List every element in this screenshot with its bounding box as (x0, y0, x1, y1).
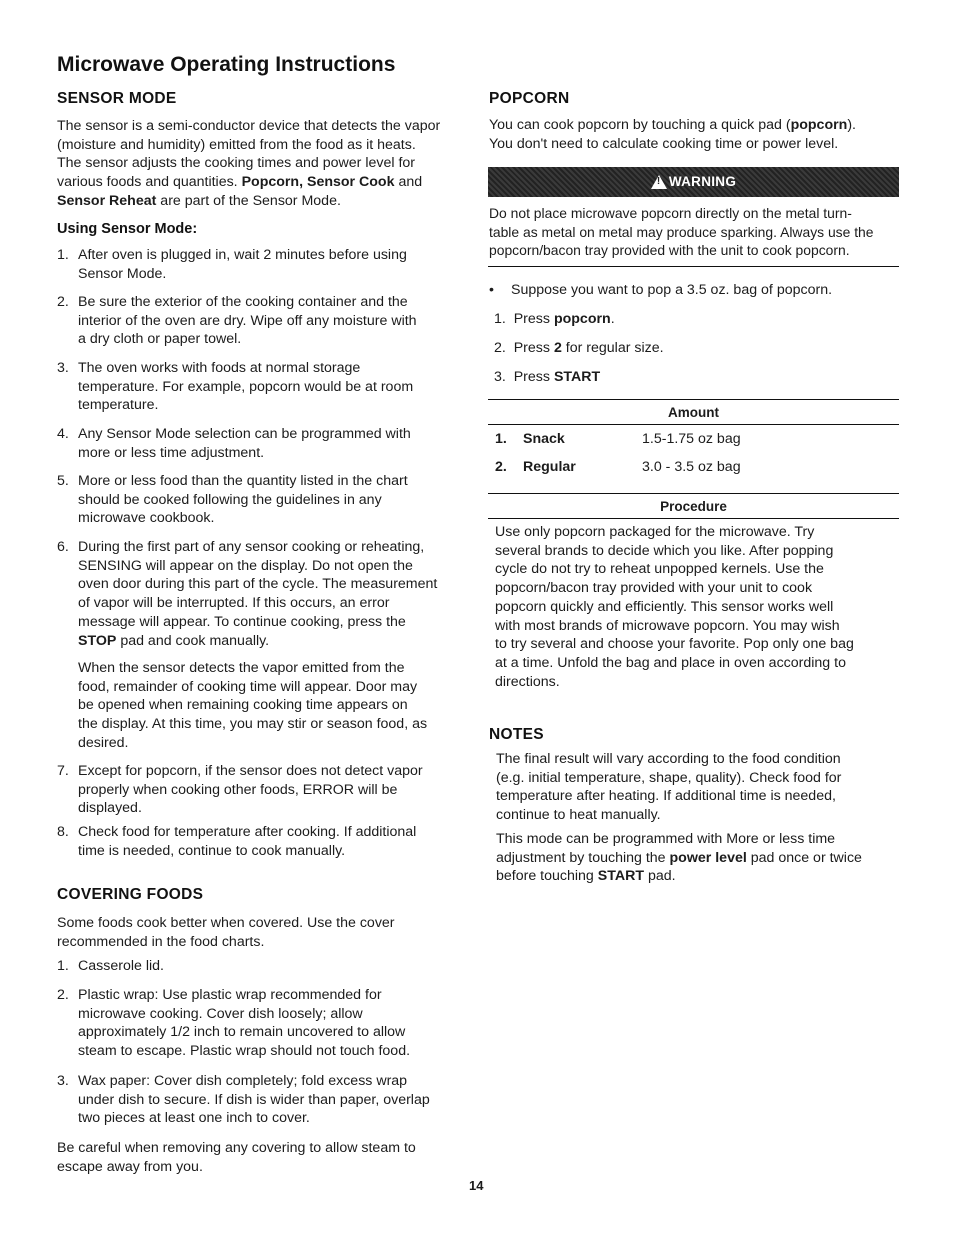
bullet-marker: • (489, 282, 494, 298)
list-number: 8. (57, 824, 69, 840)
text-line: Do not place microwave popcorn directly on the metal turn- (489, 205, 852, 221)
covering-intro (57, 914, 395, 951)
warning-banner (488, 167, 899, 197)
text-line: desired. (78, 734, 129, 751)
text-line: The oven works with foods at normal storage (78, 360, 361, 376)
list-number: 1. (57, 958, 69, 974)
key-2: 2 (553, 340, 562, 356)
text-line: table as metal on metal may produce sparking. Always use the (489, 223, 874, 240)
text-line: be opened when remaining cooking time appears on (78, 697, 408, 714)
procedure-header-rule (488, 518, 899, 519)
text-line: should be cooked following the guidelines in any (78, 491, 382, 508)
warning-divider (488, 266, 899, 267)
popcorn-term: popcorn (790, 117, 848, 133)
text-line: Be sure the exterior of the cooking container and the (78, 294, 408, 310)
amount-header: Amount (668, 405, 719, 420)
procedure-top-rule (488, 493, 899, 494)
text-line: You don't need to calculate cooking time or power level. (489, 135, 839, 152)
list-number: 3. (57, 1073, 69, 1089)
text-line: STOP pad and cook manually. (78, 632, 270, 649)
list-number: 1. (57, 247, 69, 263)
text-line: During the first part of any sensor cooking or reheating, (78, 539, 425, 555)
text-line: approximately 1/2 inch to remain uncovered to allow (78, 1024, 406, 1041)
popcorn-step-2: 2. Press 2 for regular size. (494, 340, 664, 356)
amount-row-label: Snack (523, 431, 565, 447)
sensor-mode-heading: SENSOR MODE (57, 90, 177, 107)
text-line: two pieces at least one inch to cover. (78, 1110, 310, 1127)
text-line: Any Sensor Mode selection can be programmed with (78, 426, 411, 442)
text-line: more or less time adjustment. (78, 444, 265, 461)
amount-row-value: 3.0 - 3.5 oz bag (642, 459, 741, 475)
text-line: food, remainder of cooking time will appear. Door may (78, 678, 418, 695)
start-term: START (553, 369, 601, 385)
popcorn-heading: POPCORN (489, 90, 570, 107)
text-line: Plastic wrap: Use plastic wrap recommended for (78, 987, 382, 1003)
text-line: cycle do not try to reheat unpopped kernels. Use the (495, 561, 824, 578)
using-sensor-heading: Using Sensor Mode: (57, 221, 198, 237)
text-line: before touching START pad. (496, 868, 676, 885)
procedure-header: Procedure (660, 499, 727, 514)
amount-header-rule (488, 424, 899, 425)
text-line: Use only popcorn packaged for the microwave. Try (495, 524, 815, 540)
amount-row-value: 1.5-1.75 oz bag (642, 431, 741, 447)
list-number: 2. (57, 987, 69, 1003)
text-line: Wax paper: Cover dish completely; fold excess wrap (78, 1073, 408, 1089)
popcorn-bullet: Suppose you want to pop a 3.5 oz. bag of popcorn. (511, 282, 833, 298)
list-item (78, 823, 416, 860)
text-line: under dish to secure. If dish is wider than paper, overlap (78, 1091, 430, 1108)
text-line: Sensor Reheat are part of the Sensor Mode. (57, 192, 341, 209)
text-line: properly when cooking other foods, ERROR will be (78, 781, 398, 798)
text-line: at a time. Unfold the bag and place in oven according to (495, 654, 846, 671)
list-number: 7. (57, 763, 69, 779)
amount-top-rule (488, 399, 899, 400)
text-line: popcorn quickly and efficiently. This sensor works well (495, 598, 834, 615)
text-line: temperature after heating. If additional time is needed, (496, 788, 836, 805)
text-line: After oven is plugged in, wait 2 minutes before using (78, 247, 407, 263)
warning-text (489, 204, 874, 260)
notes-para-2 (496, 830, 862, 886)
text-line: (moisture and humidity) emitted from the food as it heats. (57, 136, 416, 153)
popcorn-term: popcorn (553, 311, 611, 327)
list-item (78, 293, 417, 349)
sensor-intro (57, 117, 440, 211)
popcorn-step-1: 1. Press popcorn. (494, 311, 615, 327)
list-item (78, 472, 408, 528)
list-number: 5. (57, 473, 69, 489)
text-line: to try several and choose your favorite. Pop only one bag (495, 636, 854, 653)
text-line: You can cook popcorn by touching a quick pad (popcorn). (489, 117, 856, 133)
list-number: 6. (57, 539, 69, 555)
text-line: microwave cooking. Cover dish loosely; allow (78, 1005, 363, 1022)
text-line: Some foods cook better when covered. Use the cover (57, 915, 395, 931)
list-number: 3. (57, 360, 69, 376)
text-line: message will appear. To continue cooking, press the (78, 613, 406, 630)
text-line: escape away from you. (57, 1158, 203, 1175)
text-line: The sensor is a semi-conductor device that detects the vapor (57, 118, 441, 134)
text-line: (e.g. initial temperature, shape, quality). Check food for (496, 769, 842, 786)
text-line: steam to escape. Plastic wrap should not touch food. (78, 1043, 411, 1060)
text-line: temperature. (78, 397, 159, 414)
warning-triangle-icon (651, 175, 667, 189)
text-line: microwave cookbook. (78, 510, 215, 527)
text-line: displayed. (78, 800, 142, 817)
text-line: adjustment by touching the power level pad once or twice (496, 849, 862, 866)
text-line: Casserole lid. (78, 958, 164, 974)
notes-heading: NOTES (489, 726, 544, 743)
text-line: time is needed, continue to cook manually. (78, 842, 346, 859)
list-item (78, 246, 407, 283)
text-line: a dry cloth or paper towel. (78, 331, 242, 348)
text-line: More or less food than the quantity listed in the chart (78, 473, 408, 489)
amount-row-num: 2. (495, 459, 507, 475)
popcorn-intro (489, 116, 856, 153)
covering-outro (57, 1139, 416, 1176)
popcorn-step-3: 3. Press START (494, 369, 601, 385)
text-line: Check food for temperature after cooking. If additional (78, 824, 417, 840)
text-line: When the sensor detects the vapor emitted from the (78, 660, 405, 676)
text-line: the display. At this time, you may stir or season food, as (78, 716, 428, 733)
text-line: popcorn/bacon tray provided with your unit to cook (495, 580, 813, 597)
text-line: various foods and quantities. Popcorn, Sensor Cook and (57, 174, 423, 191)
amount-row-label: Regular (523, 459, 576, 475)
list-item (78, 762, 423, 818)
start-term: START (597, 868, 644, 885)
page-number: 14 (469, 1178, 484, 1193)
covering-foods-heading: COVERING FOODS (57, 886, 204, 903)
text-line: The sensor adjusts the cooking times and power level for (57, 155, 416, 172)
text-line: This mode can be programmed with More or less time (496, 831, 836, 847)
text-line: Except for popcorn, if the sensor does not detect vapor (78, 763, 423, 779)
power-level-term: power level (669, 849, 747, 866)
text-line: The final result will vary according to the food condition (496, 751, 841, 767)
text-line: several brands to decide which you like. After popping (495, 542, 834, 559)
text-line: Be careful when removing any covering to allow steam to (57, 1140, 416, 1156)
text-line: interior of the oven are dry. Wipe off any moisture with (78, 312, 417, 329)
list-item (78, 538, 437, 650)
text-line: of vapor will be interrupted. If this occurs, an error (78, 595, 390, 612)
text-line: oven door during this part of the cycle. The measurement (78, 576, 438, 593)
procedure-text (495, 523, 854, 691)
list-number: 2. (57, 294, 69, 310)
list-number: 4. (57, 426, 69, 442)
text-line: SENSING will appear on the display. Do not open the (78, 557, 413, 574)
text-line: Sensor Mode. (78, 265, 167, 282)
text-line: directions. (495, 673, 560, 690)
warning-label: WARNING (668, 173, 737, 189)
page-title: Microwave Operating Instructions (57, 53, 396, 76)
list-item (78, 659, 427, 753)
amount-row-num: 1. (495, 431, 507, 447)
list-item (78, 359, 413, 415)
text-line: popcorn/bacon tray provided with the unit to cook popcorn. (489, 242, 850, 259)
text-line: with most brands of microwave popcorn. You may wish (495, 617, 840, 634)
text-line: continue to heat manually. (496, 807, 661, 824)
list-item (78, 425, 411, 462)
list-item (78, 957, 164, 976)
text-line: recommended in the food charts. (57, 933, 265, 950)
text-line: temperature. For example, popcorn would be at room (78, 378, 414, 395)
notes-para-1 (496, 750, 841, 825)
list-item (78, 986, 410, 1061)
list-item (78, 1072, 430, 1128)
